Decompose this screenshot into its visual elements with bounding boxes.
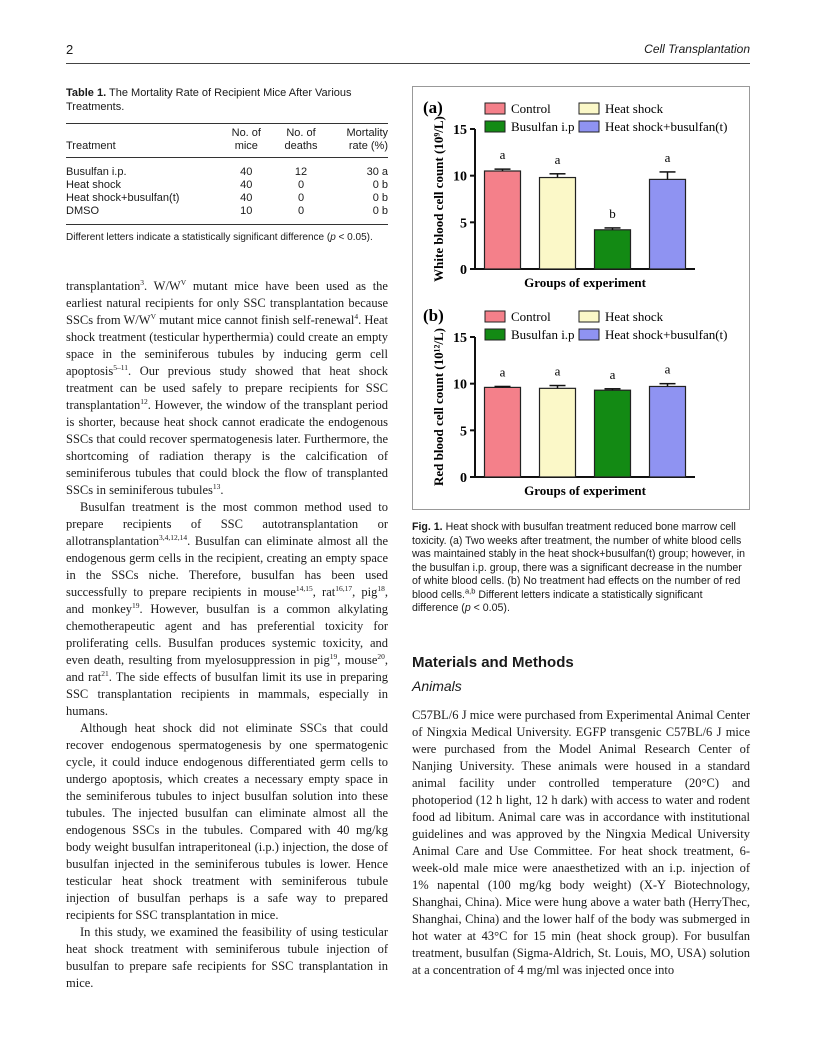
legend-swatch: [579, 329, 599, 340]
journal-name: Cell Transplantation: [644, 42, 750, 56]
table-cell: 40: [240, 166, 253, 178]
table-cell: 0: [297, 192, 305, 204]
bar: [540, 388, 576, 477]
significance-letter: a: [499, 147, 506, 163]
x-axis-label: Groups of experiment: [524, 483, 646, 498]
paragraph: Busulfan treatment is the most common method used to prepare recipients of SSC autotransplantation or allotransplantation$^{3,4,12,14}$. Busulfan can eliminate almost all the endogenous germ cells in the recipient, creating an empty space in the SSCs niche. Therefore, busulfan has been used successfully to prepare recipients in mouse$^{14,15}$, rat$^{16,17}$, pig$^{18}$, and monkey$^{19}$. However, busulfan is a common alkylating chemotherapeutic agent and has preferential toxicity for proliferating cells. Busulfan produces systemic toxicity, and even death, resulting from myelosuppression in pig$^{19}$, mouse$^{20}$, and rat$^{21}$. The side effects of busulfan limit its use in preparing SSC transplantation recipients in mammals, especially in humans.: [66, 500, 389, 718]
legend-swatch: [485, 329, 505, 340]
table-cell: 30 a: [366, 166, 388, 178]
citation-superscript: 13: [212, 481, 221, 491]
citation-superscript: 3: [140, 277, 145, 287]
significance-letter: a: [554, 363, 561, 379]
citation-superscript: V: [180, 277, 187, 287]
legend-entry: Heat shock+busulfan(t): [605, 327, 728, 342]
legend-entry: Heat shock: [605, 309, 664, 324]
header-treatment: Treatment: [66, 140, 116, 152]
y-tick-label: 5: [460, 424, 467, 440]
table-caption-text: The Mortality Rate of Recipient Mice After Various Treatments.: [66, 87, 352, 113]
citation-superscript: 14,15: [295, 583, 313, 593]
legend-swatch: [485, 103, 505, 114]
citation-superscript: 5–11: [113, 362, 128, 372]
page-number: 2: [66, 42, 74, 57]
citation-superscript: 19: [132, 600, 140, 610]
figure-1-charts: [413, 87, 749, 509]
header-rule: [66, 63, 750, 64]
paragraph: In this study, we examined the feasibility of using testicular heat shock treatment with seminiferous tubule injection of busulfan to prepare safe recipients for SSC transplantation in mice.: [66, 925, 388, 990]
subsection-heading: Animals: [412, 678, 462, 694]
table-row: [66, 158, 388, 180]
legend-entry: Control: [511, 309, 551, 324]
table-1: [66, 86, 388, 244]
paragraph: C57BL/6 J mice were purchased from Experimental Animal Center of Ningxia Medical University. EGFP transgenic C57BL/6 J mice were purchased from the Model Animal Research Center of Nanjing University. These animals were housed in a standard animal facility under controlled temperature (20°C) and photoperiod (12 h light, 12 h dark) with access to water and rodent food ad libitum. Animal care was in accordance with institutional guidelines and was approved by the Ningxia Medical University Animal Care and Use Committee. For heat shock treatment, 6-week-old male mice were anaesthetized with an i.p. injection of 1% napental (100 mg/kg body weight) (X-Y Biotechnology, Shanghai, China). Mice were hung above a water bath (HerryThec, Shanghai, China) and the lower half of the body was submerged in hot water at 43°C for 15 min (heat shock group). For busulfan treatment, busulfan (Sigma-Aldrich, St. Louis, MO, USA) solution at a concentration of 4 mg/ml was injected once into: [412, 708, 750, 977]
table-cell: 10: [240, 205, 253, 217]
citation-superscript: 12: [140, 396, 148, 406]
y-tick-label: 5: [460, 216, 467, 232]
figure-caption: [412, 521, 750, 616]
right-column: [412, 707, 750, 979]
bar: [650, 386, 686, 477]
y-tick-label: 15: [453, 331, 467, 346]
figure-caption-text: Heat shock with busulfan treatment reduced bone marrow cell toxicity. (a) Two weeks after treatment, the number of white blood cells was maintained stably in the heat shock+busulfan(t) group; however, in the busulfan i.p. group, there was a significant decrease in the number of white blood cells. (b) No treatment had effects on the number of red blood cells.: [412, 521, 746, 601]
table-cell: 0: [297, 179, 305, 191]
figure-caption-sup: a,b: [465, 585, 476, 595]
figure-caption-tail: Different letters indicate a statistically significant difference (: [412, 588, 703, 614]
table-caption: [66, 86, 388, 114]
paragraph: transplantation$^3$. $W/W^V$ mutant mice have been used as the earliest natural recipients for only SSC transplantation because SSCs from $W/W^V$ mutant mice cannot finish self-renewal$^4$. Heat shock treatment (testicular hyperthermia) could create an empty space in the seminiferous tubules by inducing germ cell apoptosis$^{5-11}$. Our previous study showed that heat shock treatment can be used safely to prepare recipients for SSC transplantation$^{12}$. However, the window of the transplant period is shorter, because heat shock cannot eradicate the endogenous SSCs that could recover spermatogenesis later. Furthermore, the shortcoming of radiation therapy is the calcification of seminiferous tubules that could block the flow of transplanted SSCs in seminiferous tubules$^{13}$.: [66, 277, 388, 497]
legend-entry: Busulfan i.p: [511, 119, 575, 134]
legend-entry: Heat shock+busulfan(t): [605, 119, 728, 134]
table-cell: 40: [240, 192, 253, 204]
significance-letter: a: [609, 366, 616, 382]
citation-superscript: 19: [329, 651, 338, 661]
section-heading: Materials and Methods: [412, 654, 574, 671]
table-cell: 0: [297, 205, 305, 217]
y-axis-label: Red blood cell count (10¹²/L): [431, 327, 446, 487]
significance-letter: b: [609, 205, 616, 221]
bar: [485, 387, 521, 477]
legend-entry: Busulfan i.p: [511, 327, 575, 342]
legend-swatch: [485, 311, 505, 322]
citation-superscript: 3,4,12,14: [159, 532, 188, 542]
mortality-table: [66, 123, 388, 225]
x-axis-label: Groups of experiment: [524, 275, 646, 290]
table-cell: 0 b: [372, 205, 388, 217]
significance-letter: a: [664, 149, 671, 165]
citation-superscript: 18: [377, 583, 385, 593]
y-tick-label: 10: [453, 169, 467, 185]
panel-label: (b): [423, 306, 444, 325]
table-row: [66, 205, 388, 225]
significance-letter: a: [499, 364, 506, 380]
y-tick-label: 0: [460, 471, 467, 486]
page-header: [66, 42, 750, 62]
table-cell: Heat shock+busulfan(t): [66, 192, 180, 204]
table-label: Table 1.: [66, 87, 107, 99]
table-cell: Heat shock: [66, 179, 122, 191]
header-mice: No. of mice: [231, 127, 261, 152]
left-column: [66, 278, 388, 992]
table-cell: 0 b: [372, 192, 388, 204]
significance-letter: a: [554, 151, 561, 167]
header-mortality: Mortality rate (%): [346, 127, 388, 152]
citation-superscript: 21: [101, 668, 109, 678]
y-axis-label: White blood cell count (10⁹/L): [431, 116, 446, 282]
legend-swatch: [579, 103, 599, 114]
figure-caption-tail: < 0.05).: [470, 602, 510, 614]
header-deaths: No. of deaths: [284, 127, 318, 152]
citation-superscript: 16,17: [335, 583, 353, 593]
citation-superscript: 4: [354, 311, 359, 321]
bar: [540, 178, 576, 269]
table-cell: 40: [240, 179, 253, 191]
figure-1: [412, 86, 750, 510]
y-tick-label: 15: [453, 123, 467, 138]
legend-swatch: [579, 311, 599, 322]
legend-entry: Control: [511, 101, 551, 116]
p-symbol: p: [464, 602, 471, 614]
y-tick-label: 10: [453, 377, 467, 393]
legend-swatch: [579, 121, 599, 132]
figure-label: Fig. 1.: [412, 521, 443, 533]
table-cell: 12: [294, 166, 308, 178]
paragraph: Although heat shock did not eliminate SSCs that could recover endogenous spermatogenesis by one spermatogenic cycle, it could induce endogenous differentiated germ cells to undergo apoptosis, which creates a necessary empty space in the seminiferous tubules to inject busulfan solution into these tubules. The injected busulfan can eliminate almost all the endogenous SSCs in the tubules. Compared with 40 mg/kg body weight busulfan intraperitoneal (i.p.) injection, the dose of busulfan injected in the seminiferous tubules is lower. Hence testicular heat shock treatment with seminiferous tubule injection of busulfan perhaps is a safe way to prepared recipients for SSC transplantation in mice.: [66, 721, 388, 922]
citation-superscript: 20: [377, 651, 385, 661]
table-row: [66, 192, 388, 205]
table-header-row: [66, 124, 388, 158]
significance-letter: a: [664, 361, 671, 377]
legend-entry: Heat shock: [605, 101, 664, 116]
y-tick-label: 0: [460, 263, 467, 278]
citation-superscript: V: [150, 311, 156, 321]
bar: [595, 230, 631, 269]
bar: [650, 179, 686, 269]
table-row: [66, 179, 388, 192]
table-cell: 0 b: [372, 179, 388, 191]
bar: [485, 171, 521, 269]
table-footnote: Different letters indicate a statistically significant difference (p < 0.05).: [66, 232, 373, 243]
table-cell: DMSO: [66, 205, 99, 217]
legend-swatch: [485, 121, 505, 132]
panel-label: (a): [423, 98, 443, 117]
table-cell: Busulfan i.p.: [66, 166, 127, 178]
bar: [595, 390, 631, 477]
